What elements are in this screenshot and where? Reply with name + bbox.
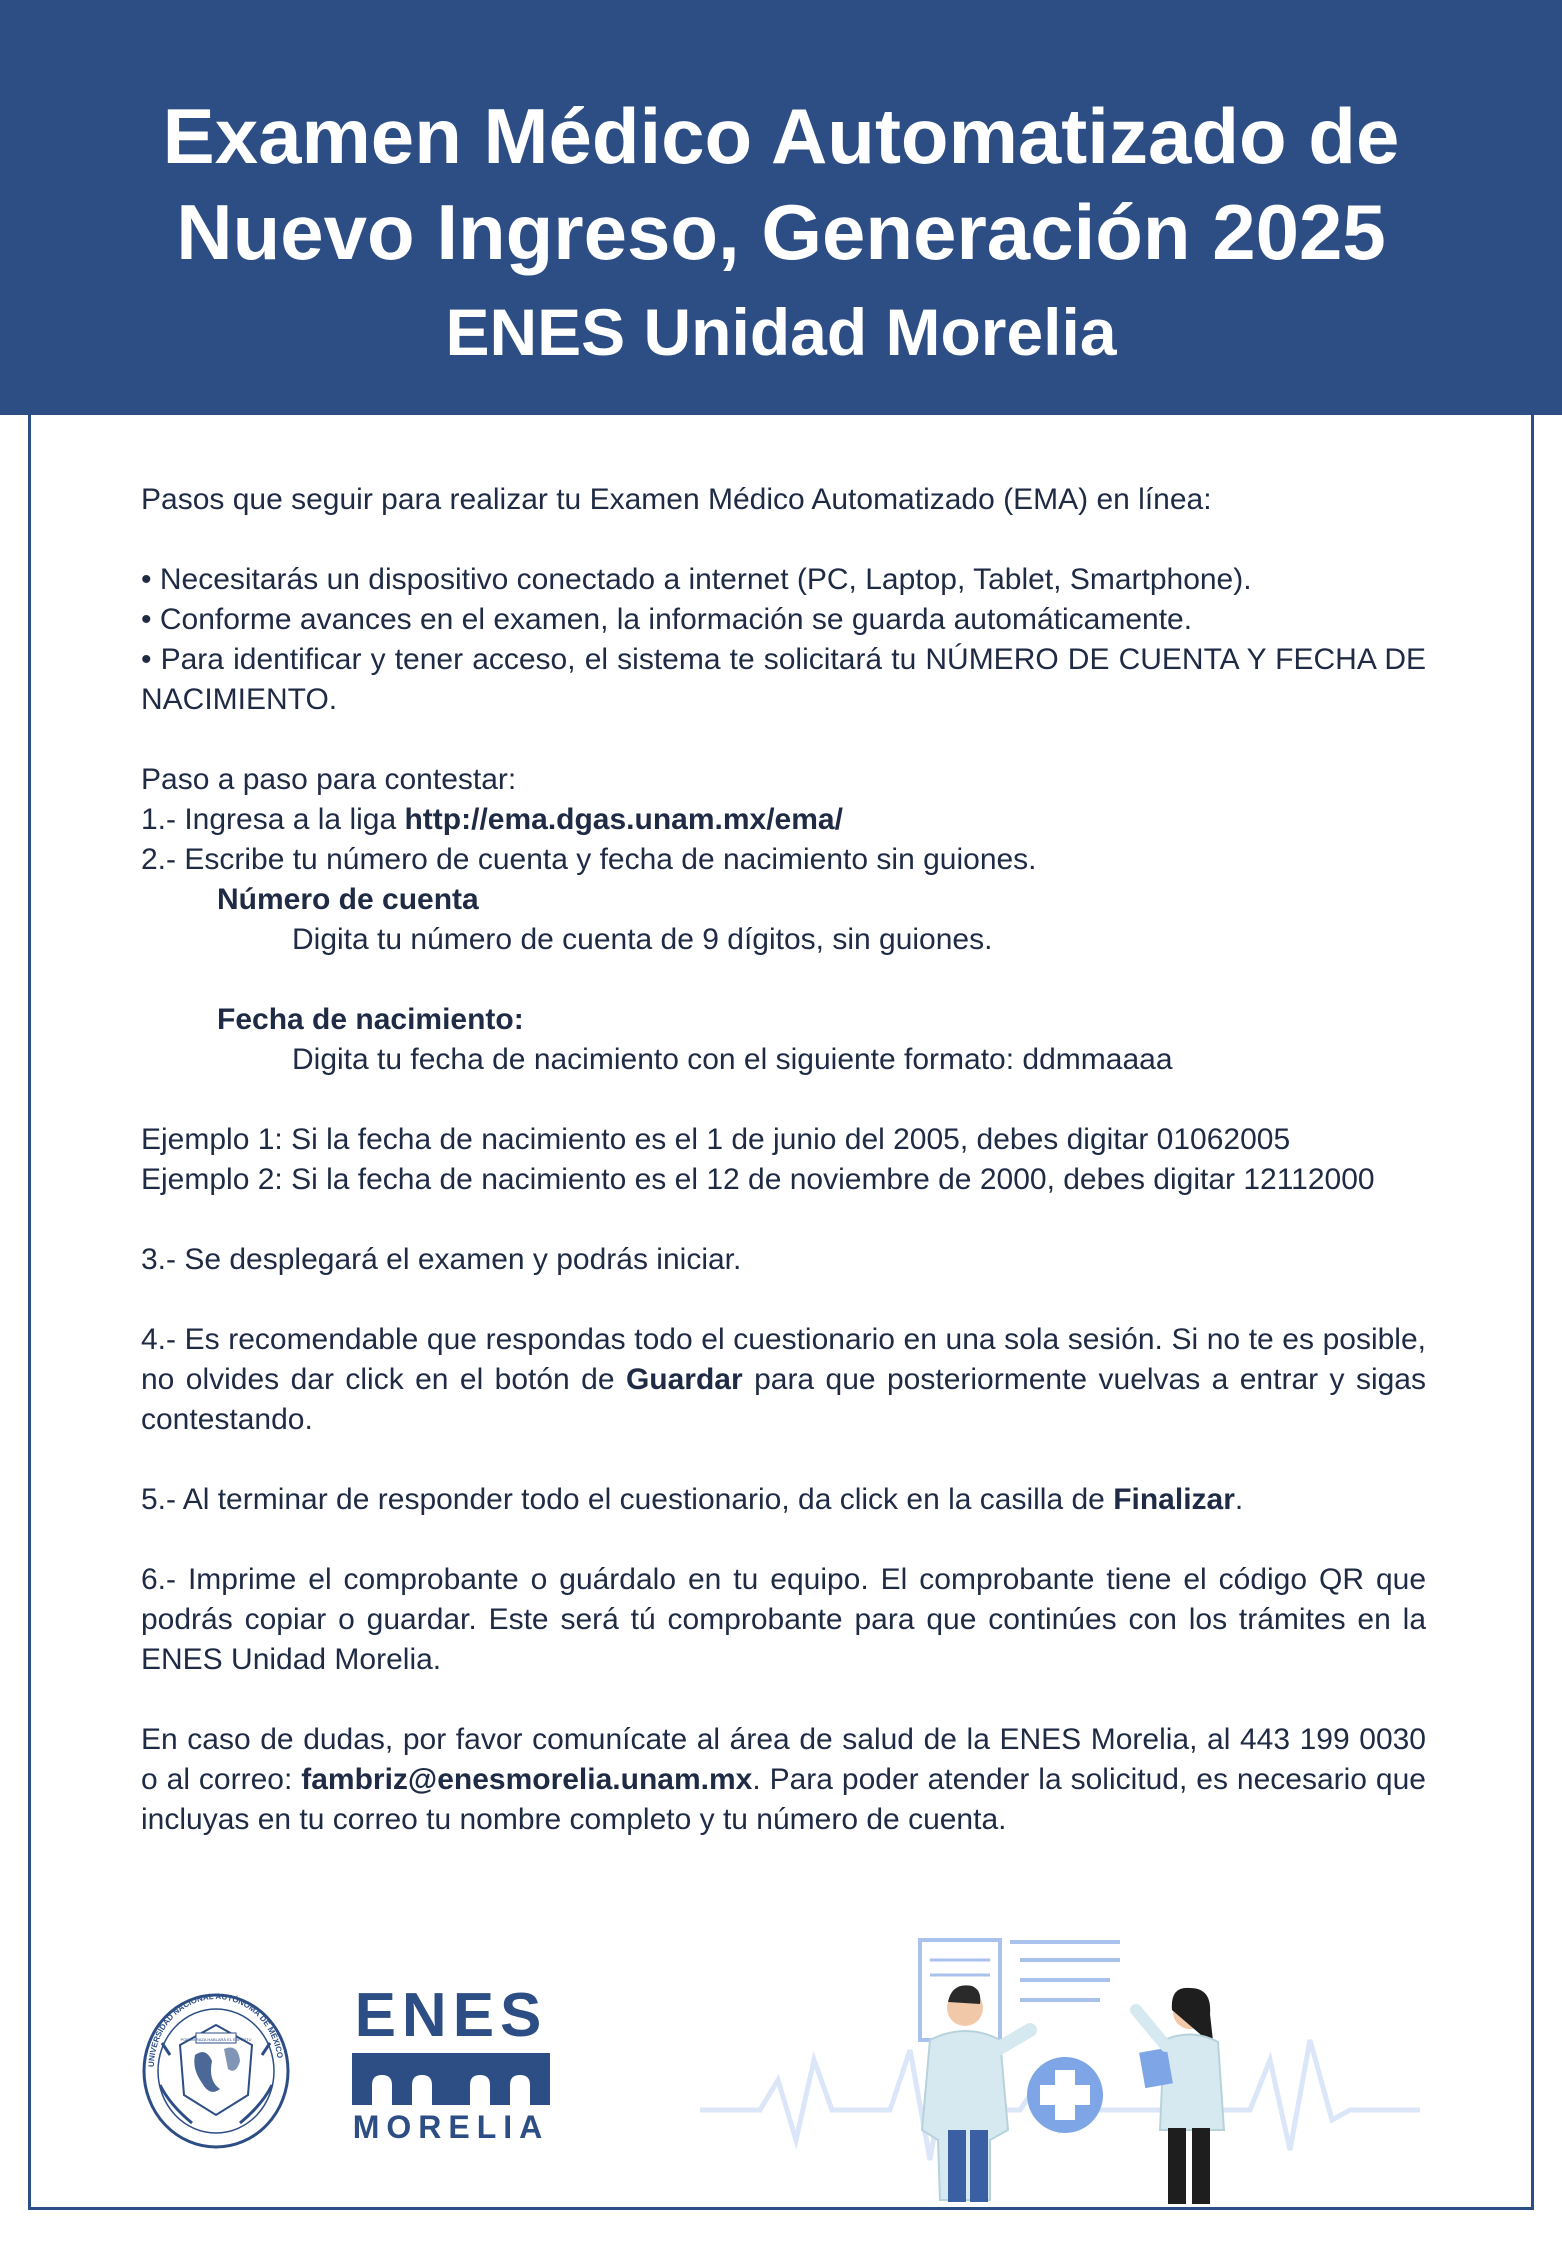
example-2: Ejemplo 2: Si la fecha de nacimiento es el 12 de noviembre de 2000, debes digitar 12112000	[141, 1163, 1375, 1196]
step-1	[141, 800, 1426, 840]
account-number-instruction: Digita tu número de cuenta de 9 dígitos, sin guiones.	[292, 923, 993, 956]
step-1-text: 1.- Ingresa a la liga	[141, 803, 405, 836]
intro-text: Pasos que seguir para realizar tu Examen Médico Automatizado (EMA) en línea:	[141, 483, 1212, 516]
medical-illustration	[690, 1930, 1430, 2210]
example-1: Ejemplo 1: Si la fecha de nacimiento es el 1 de junio del 2005, debes digitar 01062005	[141, 1123, 1291, 1156]
account-number-label: Número de cuenta	[217, 883, 479, 916]
contact-info: En caso de dudas, por favor comunícate al área de salud de la ENES Morelia, al 443 199 0030 o al correo: fambriz@enesmorelia.unam.mx. Para poder atender la solicitud, es necesario que incluyas en tu correo tu nombre completo y tu número de cuenta.	[141, 1723, 1426, 1836]
title-line-1: Examen Médico Automatizado de	[162, 92, 1400, 180]
enes-logo-text: ENES	[354, 1981, 548, 2050]
enes-morelia-logo	[346, 1981, 556, 2150]
step-3: 3.- Se desplegará el examen y podrás iniciar.	[141, 1243, 742, 1276]
birthdate-instruction: Digita tu fecha de nacimiento con el siguiente formato: ddmmaaaa	[292, 1043, 1173, 1076]
title-line-2: Nuevo Ingreso, Generación 2025	[176, 188, 1386, 276]
enes-arches-icon	[346, 2051, 556, 2107]
step-2: 2.- Escribe tu número de cuenta y fecha de nacimiento sin guiones.	[141, 843, 1037, 876]
bullet-device: • Necesitarás un dispositivo conectado a internet (PC, Laptop, Tablet, Smartphone).	[141, 563, 1252, 596]
contact-email-link[interactable]: fambriz@enesmorelia.unam.mx	[301, 1763, 753, 1796]
unam-motto: POR MI RAZA HABLARÁ EL ESPÍRITU	[180, 2037, 252, 2042]
step-4: 4.- Es recomendable que respondas todo el cuestionario en una sola sesión. Si no te es posible, no olvides dar click en el botón de Guardar para que posteriormente vuelvas a entrar y sigas contestando.	[141, 1323, 1426, 1436]
guardar-keyword: Guardar	[625, 1363, 743, 1396]
finalizar-keyword: Finalizar	[1113, 1483, 1235, 1516]
unam-seal-logo	[140, 1985, 292, 2150]
enes-logo-subtext: MORELIA	[352, 2109, 550, 2145]
ema-link[interactable]: http://ema.dgas.unam.mx/ema/	[404, 803, 843, 836]
instructions	[141, 480, 1426, 1840]
bullet-identify: • Para identificar y tener acceso, el sistema te solicitará tu NÚMERO DE CUENTA Y FECHA DE NACIMIENTO.	[141, 643, 1426, 716]
step-5: 5.- Al terminar de responder todo el cuestionario, da click en la casilla de Finalizar.	[141, 1483, 1244, 1516]
birthdate-label: Fecha de nacimiento:	[217, 1003, 524, 1036]
steps-title: Paso a paso para contestar:	[141, 763, 517, 796]
step-6: 6.- Imprime el comprobante o guárdalo en tu equipo. El comprobante tiene el código QR que podrás copiar o guardar. Este será tú comprobante para que continúes con los trámites en la ENES Unidad Morelia.	[141, 1563, 1426, 1676]
unam-ring-text: UNIVERSIDAD NACIONAL AUTÓNOMA DE MÉXICO	[146, 1991, 285, 2068]
header-banner	[0, 0, 1562, 415]
svg-text:UNIVERSIDAD NACIONAL AUTÓNOMA	[147, 1992, 285, 2067]
subtitle: ENES Unidad Morelia	[445, 295, 1117, 369]
bullet-autosave: • Conforme avances en el examen, la información se guarda automáticamente.	[141, 603, 1193, 636]
